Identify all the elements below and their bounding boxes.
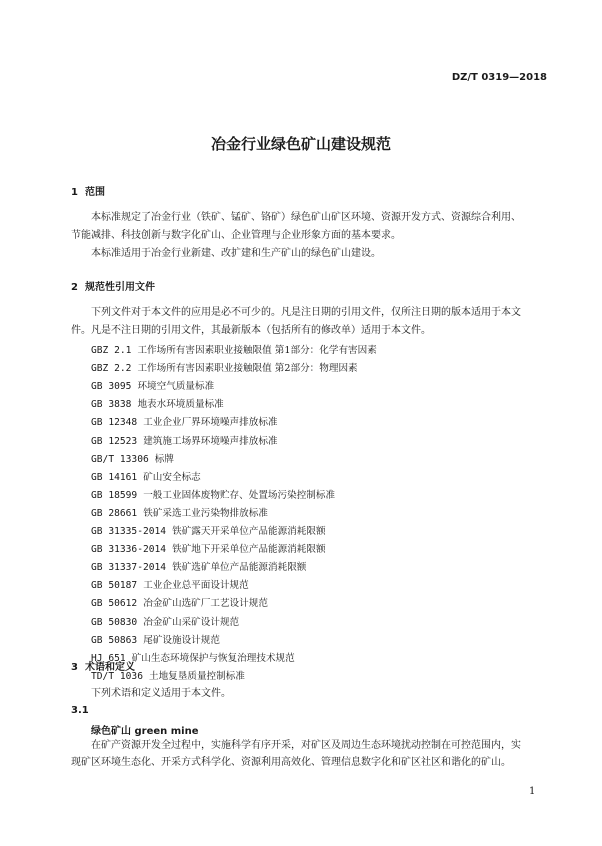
reference-item	[91, 523, 326, 537]
reference-title: 矿山生态环境保护与恢复治理技术规范	[131, 652, 295, 664]
reference-code: HJ 651	[91, 652, 126, 664]
reference-title: 地表水环境质量标准	[137, 399, 224, 411]
reference-code: GB 31336-2014	[91, 544, 167, 556]
reference-title: 一般工业固体废物贮存、处置场污染控制标准	[143, 489, 336, 501]
reference-code: GB 50612	[91, 598, 138, 610]
reference-title: 矿山安全标志	[143, 471, 201, 483]
page-number: 1	[529, 786, 536, 797]
reference-item	[91, 632, 220, 646]
reference-item	[91, 469, 201, 483]
reference-code: GBZ 2.2	[91, 363, 132, 375]
reference-code: GB 12523	[91, 435, 138, 447]
term-definition-line: 现矿区环境生态化、开采方式科学化、资源利用高效化、管理信息数字化和矿区社区和谐化的矿山。	[71, 757, 511, 768]
reference-item	[91, 559, 306, 573]
reference-title: 工业企业厂界环境噪声排放标准	[143, 417, 278, 429]
reference-title: 标牌	[154, 453, 174, 465]
reference-title: 环境空气质量标准	[137, 381, 215, 393]
reference-title: 铁矿露天开采单位产品能源消耗限额	[172, 526, 326, 537]
term-definition-line: 在矿产资源开发全过程中，实施科学有序开采，对矿区及周边生态环境扰动控制在可控范围内，实	[91, 740, 521, 751]
term-heading: 绿色矿山 green mine	[91, 726, 199, 737]
reference-item	[91, 414, 278, 428]
reference-item	[91, 433, 278, 447]
reference-title: 工业企业总平面设计规范	[143, 580, 249, 592]
reference-code: GB 18599	[91, 489, 138, 501]
section-number: 2	[71, 282, 78, 293]
reference-code: GB 3838	[91, 399, 132, 411]
reference-item	[91, 451, 174, 465]
section-2-intro-line: 件。凡是不注日期的引用文件，其最新版本（包括所有的修改单）适用于本文件。	[71, 325, 431, 336]
reference-title: 铁矿采选工业污染物排放标准	[143, 507, 268, 519]
standard-code: DZ/T 0319—2018	[451, 72, 547, 83]
section-3-heading	[71, 658, 135, 673]
section-2-heading	[71, 278, 155, 293]
reference-item	[91, 614, 239, 628]
reference-code: GB 3095	[91, 381, 132, 393]
reference-title: 工作场所有害因素职业接触限值 第1部分：化学有害因素	[137, 345, 377, 356]
reference-item	[91, 541, 326, 555]
reference-item	[91, 378, 214, 392]
section-1-paragraph-line: 本标准规定了冶金行业（铁矿、锰矿、铬矿）绿色矿山矿区环境、资源开发方式、资源综合利用、	[91, 212, 521, 223]
reference-title: 尾矿设施设计规范	[143, 634, 220, 646]
reference-item	[91, 595, 268, 609]
section-3-intro: 下列术语和定义适用于本文件。	[91, 688, 231, 699]
reference-code: GB 50863	[91, 634, 138, 646]
reference-code: GB 50830	[91, 616, 138, 628]
section-1-heading	[71, 183, 105, 198]
reference-item	[91, 360, 358, 374]
section-1-paragraph-line: 节能减排、科技创新与数字化矿山、企业管理与企业形象方面的基本要求。	[71, 230, 401, 241]
subclause-number: 3.1	[71, 705, 89, 716]
reference-code: GB/T 13306	[91, 453, 149, 465]
section-number: 3	[71, 662, 78, 673]
reference-item	[91, 342, 377, 356]
reference-item	[91, 577, 249, 591]
reference-item	[91, 396, 224, 410]
reference-code: GB 31335-2014	[91, 526, 167, 537]
reference-title: 工作场所有害因素职业接触限值 第2部分：物理因素	[137, 363, 358, 375]
section-title: 规范性引用文件	[85, 282, 155, 293]
reference-item	[91, 487, 335, 501]
reference-title: 冶金矿山采矿设计规范	[143, 616, 240, 628]
reference-title: 铁矿地下开采单位产品能源消耗限额	[172, 544, 326, 556]
reference-title: 冶金矿山选矿厂工艺设计规范	[143, 598, 268, 610]
section-number: 1	[71, 187, 78, 198]
section-title: 范围	[85, 187, 105, 198]
reference-title: 土地复垦质量控制标准	[148, 670, 245, 682]
reference-code: GB 14161	[91, 471, 138, 483]
reference-code: TD/T 1036	[91, 670, 143, 682]
reference-code: GB 31337-2014	[91, 562, 167, 574]
reference-code: GB 28661	[91, 507, 138, 519]
reference-code: GB 50187	[91, 580, 138, 592]
section-2-intro-line: 下列文件对于本文件的应用是必不可少的。凡是注日期的引用文件，仅所注日期的版本适用于本文	[91, 307, 521, 318]
document-title: 冶金行业绿色矿山建设规范	[210, 135, 391, 153]
reference-code: GBZ 2.1	[91, 345, 132, 356]
reference-code: GB 12348	[91, 417, 138, 429]
reference-item	[91, 505, 268, 519]
section-1-scope-paragraph: 本标准适用于冶金行业新建、改扩建和生产矿山的绿色矿山建设。	[91, 248, 381, 259]
reference-title: 建筑施工场界环境噪声排放标准	[143, 435, 278, 447]
section-title: 术语和定义	[85, 662, 135, 673]
reference-title: 铁矿选矿单位产品能源消耗限额	[172, 562, 307, 574]
